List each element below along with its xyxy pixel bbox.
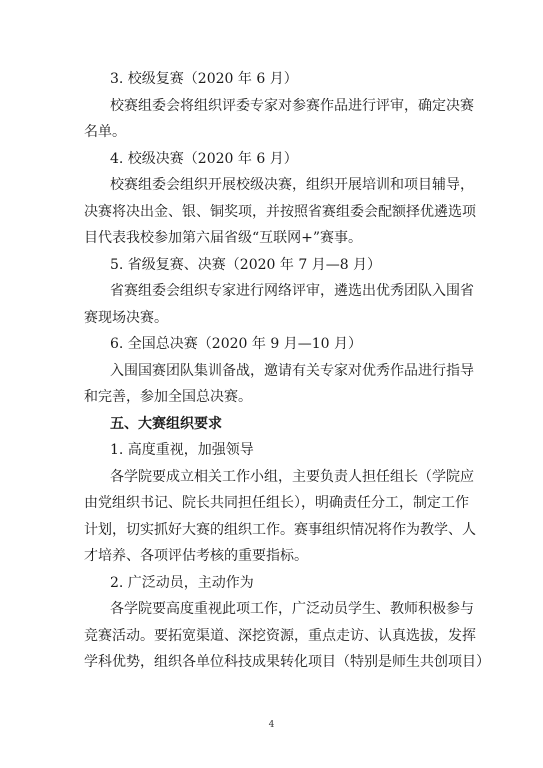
paragraph-line: 各学院要成立相关工作小组，主要负责人担任组长（学院应 [110,468,474,485]
paragraph-line: 各学院要高度重视此项工作，广泛动员学生、教师积极参与 [110,601,474,617]
paragraph-line: 名单。 [84,124,126,140]
subsection-title: 1. 高度重视，加强领导 [110,442,254,458]
subsection-title: 2. 广泛动员，主动作为 [110,574,254,591]
paragraph-line: 校赛组委会组织开展校级决赛，组织开展培训和项目辅导， [110,177,474,193]
subsection-title: 3. 校级复赛（2020 年 6 月） [110,71,298,87]
paragraph-line: 学科优势，组织各单位科技成果转化项目（特别是师生共创项目） [84,654,490,670]
paragraph-line: 决赛将决出金、银、铜奖项，并按照省赛组委会配额择优遴选项 [84,203,476,220]
paragraph-line: 目代表我校参加第六届省级“互联网+”赛事。 [84,230,363,246]
subsection-title: 6. 全国总决赛（2020 年 9 月—10 月） [110,336,362,352]
paragraph-line: 由党组织书记、院长共同担任组长），明确责任分工，制定工作 [84,495,469,511]
paragraph-line: 赛现场决赛。 [84,309,168,326]
subsection-title: 5. 省级复赛、决赛（2020 年 7 月—8 月） [110,256,382,273]
paragraph-line: 校赛组委会将组织评委专家对参赛作品进行评审，确定决赛 [110,97,474,114]
paragraph-line: 省赛组委会组织专家进行网络评审，遴选出优秀团队入围省 [110,283,474,299]
paragraph-line: 和完善，参加全国总决赛。 [84,389,252,405]
paragraph-line: 入围国赛团队集训备战，邀请有关专家对优秀作品进行指导 [110,362,474,379]
page-number: 4 [268,720,275,730]
document-body [84,66,490,676]
subsection-title: 4. 校级决赛（2020 年 6 月） [110,150,298,167]
section-heading: 五、大赛组织要求 [110,415,222,432]
paragraph-line: 才培养、各项评估考核的重要指标。 [84,548,308,564]
paragraph-line: 计划，切实抓好大赛的组织工作。赛事组织情况将作为教学、人 [84,521,476,538]
paragraph-line: 竞赛活动。要拓宽渠道、深挖资源，重点走访、认真选拔，发挥 [84,627,476,644]
